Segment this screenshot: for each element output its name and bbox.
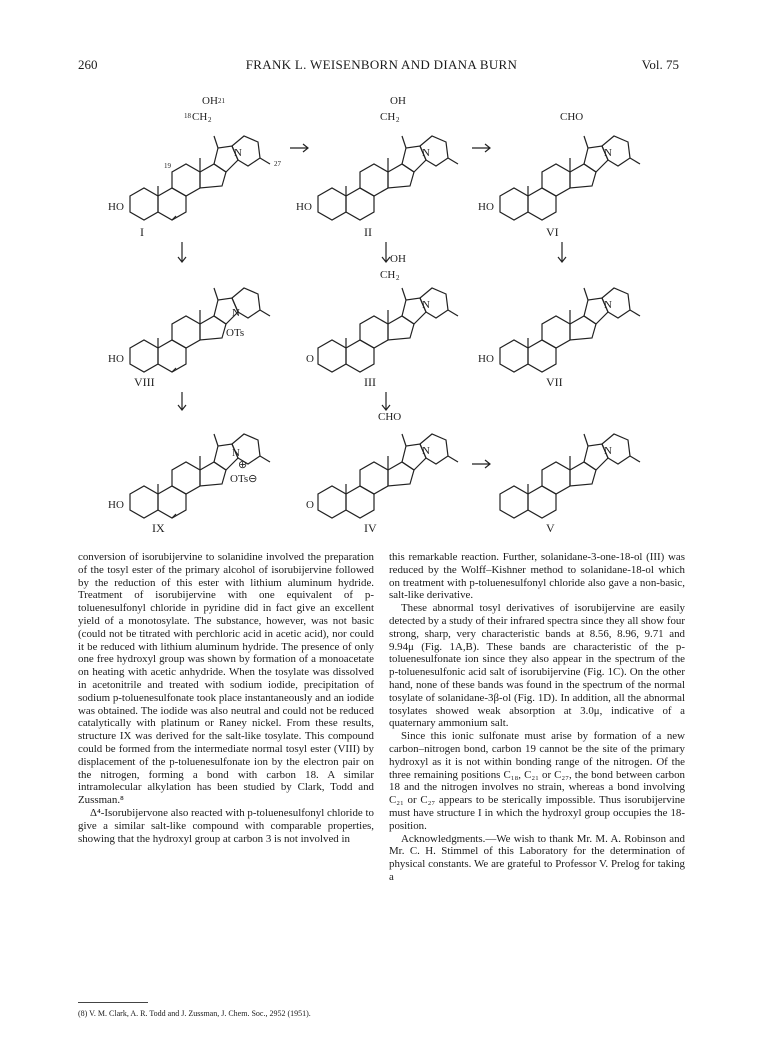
svg-text:HO: HO [296, 201, 312, 213]
paragraph: conversion of isorubijervine to solanidine involved the preparation of the tosyl ester of the primary alcohol of isorubijervine followed by the reduction of this ester with lithium aluminum hydride. Treatment of isorubijervine with one equivalent of p-toluenesulfonyl chloride in pyridine did in fact give an excellent yield of a monotosylate. The substance, however, was not basic (could not be titrated with perchloric acid in acetic acid), nor could it be reduced with lithium aluminum hydride. The presence of only one free hydroxyl group was shown by formation of a monoacetate on heating with acetic anhydride. When the tosylate was dissolved in acetonitrile and treated with sodium iodide, precipitation of sodium p-toluenesulfonate took place instantaneously and an iodide was obtained. The iodide was also neutral and could not be reduced catalytically with platinum or Raney nickel. From these results, structure IX was derived for the salt-like tosylate. This compound could be formed from the intermediate normal tosyl ester (VIII) by displacement of the p-toluenesulfonate ion by the electron pair on the nitrogen, forming a bond with carbon 18. A similar intramolecular alkylation has been studied by Clark, Todd and Zussman.⁸ [78, 551, 374, 807]
svg-text:2: 2 [396, 274, 400, 282]
svg-text:OH: OH [390, 253, 406, 265]
svg-text:CH: CH [192, 111, 208, 123]
arrow-right [290, 144, 308, 152]
svg-text:N: N [422, 445, 430, 457]
label-I: I [140, 225, 144, 239]
structure-III [306, 253, 458, 389]
label-IX: IX [152, 521, 165, 535]
svg-text:O: O [306, 499, 314, 511]
label-VIII: VIII [134, 375, 155, 389]
oh-label: OH [202, 95, 218, 107]
svg-text:18: 18 [184, 112, 191, 120]
svg-text:27: 27 [274, 160, 281, 168]
label-VII: VII [546, 375, 563, 389]
paragraph: Acknowledgments.—We wish to thank Mr. M. A. Robinson and Mr. C. H. Stimmel of this Laboratory for the determination of physical constants. We are grateful to Professor V. Prelog for taking a [389, 832, 685, 883]
arrow-down [178, 242, 566, 262]
structure-V [500, 434, 640, 535]
reaction-scheme-figure [100, 86, 660, 544]
structure-I [108, 95, 282, 239]
svg-text:HO: HO [478, 201, 494, 213]
paragraph: Δ⁴-Isorubijervone also reacted with p-toluenesulfonyl chloride to give a similar salt-like compound with comparable properties, showing that the hydroxyl group at carbon 3 is not involved in [78, 806, 374, 845]
arrow-right [472, 144, 490, 152]
svg-text:N: N [604, 299, 612, 311]
svg-text:HO: HO [108, 353, 124, 365]
svg-text:CH: CH [380, 111, 396, 123]
volume-label: Vol. 75 [641, 57, 679, 72]
structure-IX [108, 434, 270, 535]
structure-VII [478, 288, 640, 389]
svg-text:N: N [232, 307, 240, 319]
svg-text:N: N [604, 147, 612, 159]
page-number: 260 [78, 57, 98, 72]
svg-text:HO: HO [108, 499, 124, 511]
svg-text:HO: HO [478, 353, 494, 365]
svg-text:OH: OH [390, 95, 406, 107]
svg-text:N: N [234, 147, 242, 159]
svg-text:21: 21 [218, 97, 225, 105]
svg-text:OTs: OTs [226, 327, 245, 339]
svg-text:⊕: ⊕ [238, 459, 248, 471]
footnote-rule [78, 1002, 148, 1003]
svg-text:N: N [422, 299, 430, 311]
svg-text:CH: CH [380, 269, 396, 281]
running-header-authors: FRANK L. WEISENBORN AND DIANA BURN [245, 57, 518, 72]
svg-text:2: 2 [208, 116, 212, 124]
ho-label: HO [108, 201, 124, 213]
svg-text:CHO: CHO [560, 111, 584, 123]
structure-IV [306, 411, 458, 535]
right-text-column [389, 551, 685, 884]
label-IV: IV [364, 521, 377, 535]
structure-VIII [108, 288, 270, 389]
svg-text:OTs⊖: OTs⊖ [230, 473, 258, 485]
arrow-right [472, 460, 490, 468]
arrow-down [178, 392, 390, 410]
svg-text:N: N [604, 445, 612, 457]
left-text-column [78, 551, 374, 845]
paragraph: Since this ionic sulfonate must arise by formation of a new carbon–nitrogen bond, carbon 19 cannot be the site of the primary hydroxyl as it is not within bonding range of the nitrogen. Of the three remaining positions C₁₈, C₂₁ or C₂₇, the bond between carbon 18 and the nitrogen involves no strain, whereas a bond involving C₂₁ or C₂₇ appears to be sterically impossible. Thus isorubijervine must have structure I in which the hydroxyl group occupies the 18-position. [389, 730, 685, 832]
structure-II [296, 95, 458, 239]
svg-text:O: O [306, 353, 314, 365]
label-V: V [546, 521, 555, 535]
svg-text:2: 2 [396, 116, 400, 124]
svg-text:N: N [422, 147, 430, 159]
label-VI: VI [546, 225, 559, 239]
structure-VI [478, 111, 640, 239]
label-II: II [364, 225, 372, 239]
footnote: (8) V. M. Clark, A. R. Todd and J. Zussman, J. Chem. Soc., 2952 (1951). [78, 1009, 311, 1018]
paragraph: this remarkable reaction. Further, solanidane-3-one-18-ol (III) was reduced by the Wolff–Kishner method to solanidane-18-ol which on treatment with p-toluenesulfonyl chloride also gave a non-basic, salt-like derivative. [389, 551, 685, 602]
svg-text:19: 19 [164, 162, 171, 170]
label-III: III [364, 375, 376, 389]
paragraph: These abnormal tosyl derivatives of isorubijervine are easily detected by a study of their infrared spectra since they all show four strong, sharp, very characteristic bands at 8.56, 8.96, 9.71 and 9.94μ (Fig. 1A,B). These bands are characteristic of the p-toluenesulfonate ion since they also appear in the spectrum of the p-toluenesulfonic acid salt of isorubijervine (Fig. 1C). On the other hand, none of these bands was found in the spectrum of the normal tosylate of solanidane-3β-ol (Fig. 1D). In addition, all the abnormal tosylates showed weak absorption at 3.0μ, indicative of a quaternary ammonium salt. [389, 602, 685, 730]
svg-text:N: N [232, 447, 240, 459]
svg-text:CHO: CHO [378, 411, 402, 423]
